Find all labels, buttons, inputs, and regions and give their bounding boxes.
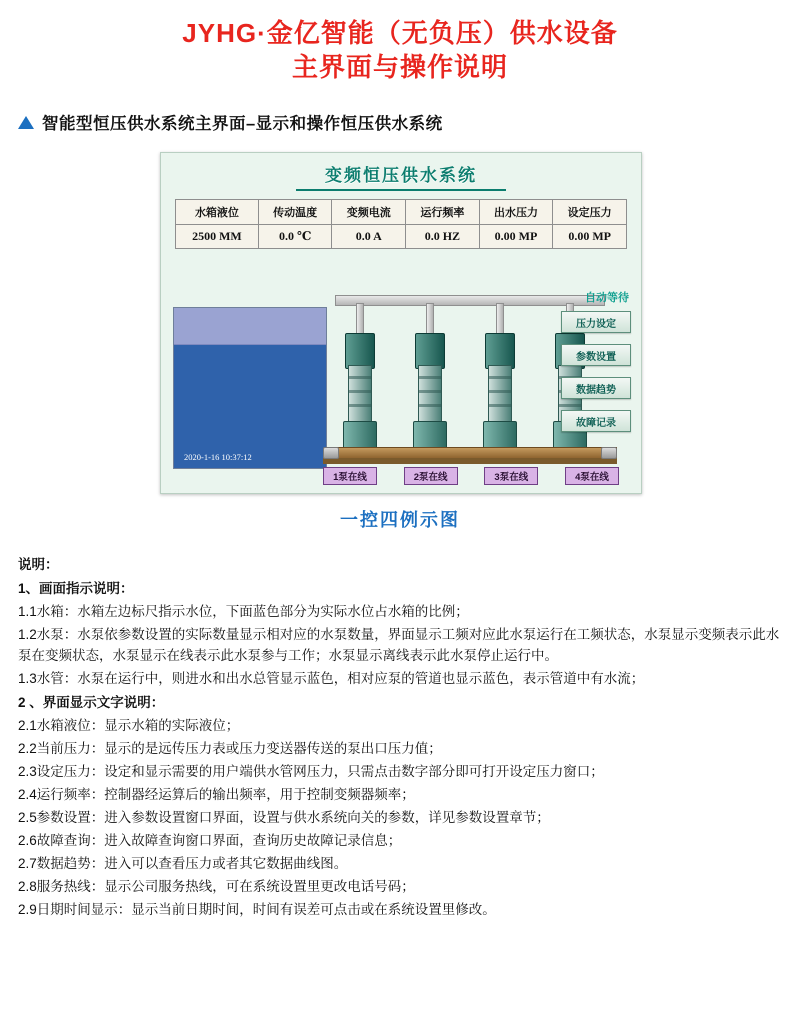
pump-3-motor	[485, 333, 515, 369]
hmi-screen	[160, 152, 642, 494]
note-item-1-1: 1.1水箱：水箱左边标尺指示水位，下面蓝色部分为实际水位占水箱的比例；	[18, 604, 469, 619]
figure-caption: 一控四例示图	[340, 510, 460, 530]
pump-3-base	[483, 421, 517, 449]
table-header-row	[176, 200, 627, 225]
value-cell-temp[interactable]: 0.0 ℃	[258, 225, 332, 249]
note-item-1-2: 1.2水泵：水泵依参数设置的实际数量显示相对应的水泵数量，界面显示工频对应此水泵运行在工频状态，水泵显示变频表示此水泵在变频状态，水泵显示在线表示此水泵参与工作；水泵显示离线表示此水泵停止运行中。	[18, 627, 780, 663]
note-item-2-7: 2.7数据趋势：进入可以查看压力或者其它数据曲线图。	[18, 856, 348, 871]
header-cell-temp: 传动温度	[258, 200, 332, 225]
header-cell-level: 水箱液位	[176, 200, 259, 225]
hmi-data-table	[175, 199, 627, 249]
header-cell-set-pressure: 设定压力	[553, 200, 627, 225]
note-item-2-9: 2.9日期时间显示：显示当前日期时间，时间有误差可点击或在系统设置里修改。	[18, 902, 496, 917]
pump-unit-2[interactable]	[411, 303, 447, 451]
header-cell-frequency: 运行频率	[406, 200, 480, 225]
section-heading-text: 智能型恒压供水系统主界面–显示和操作恒压供水系统	[42, 115, 443, 133]
pump-2-body	[418, 365, 442, 423]
notes-title: 说明：	[18, 557, 59, 572]
pump-1-base	[343, 421, 377, 449]
title-line-1: JYHG·金亿智能（无负压）供水设备	[182, 18, 618, 48]
note-item-2-1: 2.1水箱液位：显示水箱的实际液位；	[18, 718, 240, 733]
value-cell-set-pressure[interactable]: 0.00 MP	[553, 225, 627, 249]
pump-1-status-tag[interactable]: 1泵在线	[323, 467, 377, 485]
water-tank	[173, 307, 327, 469]
note-item-2-5: 2.5参数设置：进入参数设置窗口界面，设置与供水系统向关的参数，详见参数设置章节；	[18, 810, 550, 825]
pump-1-riser	[356, 303, 364, 337]
notes-group2-head: 2 、界面显示文字说明：	[18, 695, 165, 710]
tank-upper-level	[174, 308, 326, 345]
hmi-screen-title: 变频恒压供水系统	[325, 166, 477, 185]
button-data-trend[interactable]: 数据趋势	[561, 377, 631, 399]
hmi-graphic-area	[173, 281, 631, 485]
value-cell-current[interactable]: 0.0 A	[332, 225, 406, 249]
pump-2-riser	[426, 303, 434, 337]
value-cell-frequency[interactable]: 0.0 HZ	[406, 225, 480, 249]
value-cell-outlet-pressure[interactable]: 0.00 MP	[479, 225, 553, 249]
pump-2-status-tag[interactable]: 2泵在线	[404, 467, 458, 485]
pump-3-riser	[496, 303, 504, 337]
notes-group1-head: 1、画面指示说明：	[18, 581, 134, 596]
button-pressure-setting[interactable]: 压力设定	[561, 311, 631, 333]
note-item-2-8: 2.8服务热线：显示公司服务热线，可在系统设置里更改电话号码；	[18, 879, 415, 894]
pump-2-motor	[415, 333, 445, 369]
hmi-title-underline	[296, 189, 506, 191]
pump-1-motor	[345, 333, 375, 369]
pump-3-status-tag[interactable]: 3泵在线	[484, 467, 538, 485]
datetime-display[interactable]: 2020-1-16 10:37:12	[184, 452, 252, 462]
pump-unit-3[interactable]	[481, 303, 517, 451]
section-heading	[18, 110, 800, 134]
triangle-bullet-icon	[18, 116, 34, 129]
value-cell-level[interactable]: 2500 MM	[176, 225, 259, 249]
note-item-2-4: 2.4运行频率：控制器经运算后的输出频率，用于控制变频器频率；	[18, 787, 415, 802]
pump-4-status-tag[interactable]: 4泵在线	[565, 467, 619, 485]
equipment-base	[323, 458, 617, 464]
header-cell-outlet-pressure: 出水压力	[479, 200, 553, 225]
note-item-2-3: 2.3设定压力：设定和显示需要的用户端供水管网压力，只需点击数字部分即可打开设定压力窗口；	[18, 764, 604, 779]
title-line-2: 主界面与操作说明	[291, 52, 508, 82]
note-item-1-3: 1.3水管：水泵在运行中，则进水和出水总管显示蓝色，相对应泵的管道也显示蓝色，表示管道中有水流；	[18, 671, 645, 686]
pump-3-body	[488, 365, 512, 423]
header-cell-current: 变频电流	[332, 200, 406, 225]
note-item-2-6: 2.6故障查询：进入故障查询窗口界面，查询历史故障记录信息；	[18, 833, 402, 848]
valve-left-icon	[323, 447, 339, 459]
pump-unit-1[interactable]	[341, 303, 377, 451]
pump-1-body	[348, 365, 372, 423]
notes-section	[18, 554, 782, 920]
valve-right-icon	[601, 447, 617, 459]
note-item-2-2: 2.2当前压力：显示的是远传压力表或压力变送器传送的泵出口压力值；	[18, 741, 442, 756]
button-fault-record[interactable]: 故障记录	[561, 410, 631, 432]
document-title	[0, 0, 800, 84]
pump-2-base	[413, 421, 447, 449]
system-status-text: 自动等待	[585, 292, 629, 304]
hmi-figure	[160, 152, 640, 532]
table-value-row	[176, 225, 627, 249]
button-parameter-setting[interactable]: 参数设置	[561, 344, 631, 366]
